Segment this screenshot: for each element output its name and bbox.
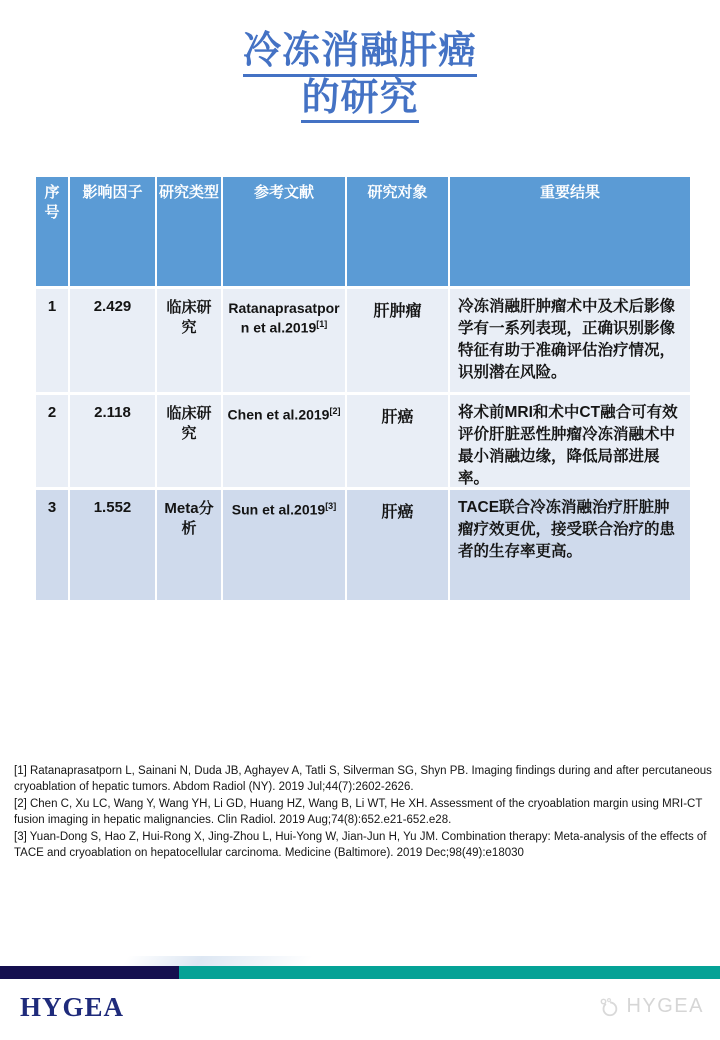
watermark-logo [598,995,704,1018]
table-row-2-result: 将术前MRI和术中CT融合可有效评价肝脏恶性肿瘤冷冻消融术中最小消融边缘，降低局部进展率。 [450,395,690,487]
table-row-2-no: 2 [36,395,68,487]
reference-superscript: [3] [325,501,337,511]
study-table [36,177,690,600]
table-row-1-subject: 肝肿瘤 [347,289,448,392]
reference-footnotes [14,763,712,862]
footer-bar-navy-segment [0,966,179,979]
table-row-3-no: 3 [36,490,68,600]
footer-highlight-shape [121,956,313,966]
watermark-text: HYGEA [626,995,704,1017]
reference-superscript: [2] [329,406,341,416]
footnote-2: [2] Chen C, Xu LC, Wang Y, Wang YH, Li GD, Huang HZ, Wang B, Li WT, He XH. Assessment of the cryoablation margin using MRI-CT fusion imaging in hepatic malignancies. Clin Radiol. 2019 Aug;74(8):652.e21-652.e28. [14,797,703,827]
table-row-2-impact: 2.118 [70,395,155,487]
table-row-2-type: 临床研究 [157,395,221,487]
table-row-2-reference [223,395,345,487]
table-row-3-reference [223,490,345,600]
table-row-2-subject: 肝癌 [347,395,448,487]
table-row-3-impact: 1.552 [70,490,155,600]
table-row-1-type: 临床研究 [157,289,221,392]
col-header-ref: 参考文献 [223,177,345,286]
col-header-no: 序号 [36,177,68,286]
reference-superscript: [1] [316,318,328,329]
col-header-subject: 研究对象 [347,177,448,286]
table-row-1-impact: 2.429 [70,289,155,392]
col-header-type: 研究类型 [157,177,221,286]
brand-logo-text: HYGEA [20,992,125,1022]
col-header-impact: 影响因子 [70,177,155,286]
footnote-1: [1] Ratanaprasatporn L, Sainani N, Duda JB, Aghayev A, Tatli S, Silverman SG, Shyn PB. Imaging findings during and after percutaneous cryoablation of hepatic tumors. Abdom Radiol (NY). 2019 Jul;44(7):2602-2626. [14,765,712,794]
footer-bar-teal-segment [179,966,720,979]
page-title-line1: 冷冻消融肝癌 [243,30,477,77]
reference-text: Sun et al.2019 [231,501,326,518]
footnote-3: [3] Yuan-Dong S, Hao Z, Hui-Rong X, Jing-Zhou L, Hui-Yong W, Jian-Jun H, Yu JM. Combination therapy: Meta-analysis of the effects of TACE and cryoablation on hepatocellular carcinoma. Medicine (Baltimore). 2019 Dec;98(49):e18030 [14,830,707,860]
footer-bar [0,966,720,979]
page-title-line2: 的研究 [301,77,418,124]
table-row-3-type: Meta分析 [157,490,221,600]
col-header-result: 重要结果 [450,177,690,286]
table-row-3-result: TACE联合冷冻消融治疗肝脏肿瘤疗效更优，接受联合治疗的患者的生存率更高。 [450,490,690,600]
hygea-logo-icon [598,996,620,1018]
page-title [0,30,720,123]
table-row-3-subject: 肝癌 [347,490,448,600]
reference-text: Chen et al.2019 [227,406,330,423]
table-row-1-result: 冷冻消融肝肿瘤术中及术后影像学有一系列表现，正确识别影像特征有助于准确评估治疗情况，识别潜在风险。 [450,289,690,392]
table-row-1-reference [223,289,345,392]
reference-text: Ratanaprasatporn et al.2019 [228,300,340,336]
table-row-1-no: 1 [36,289,68,392]
